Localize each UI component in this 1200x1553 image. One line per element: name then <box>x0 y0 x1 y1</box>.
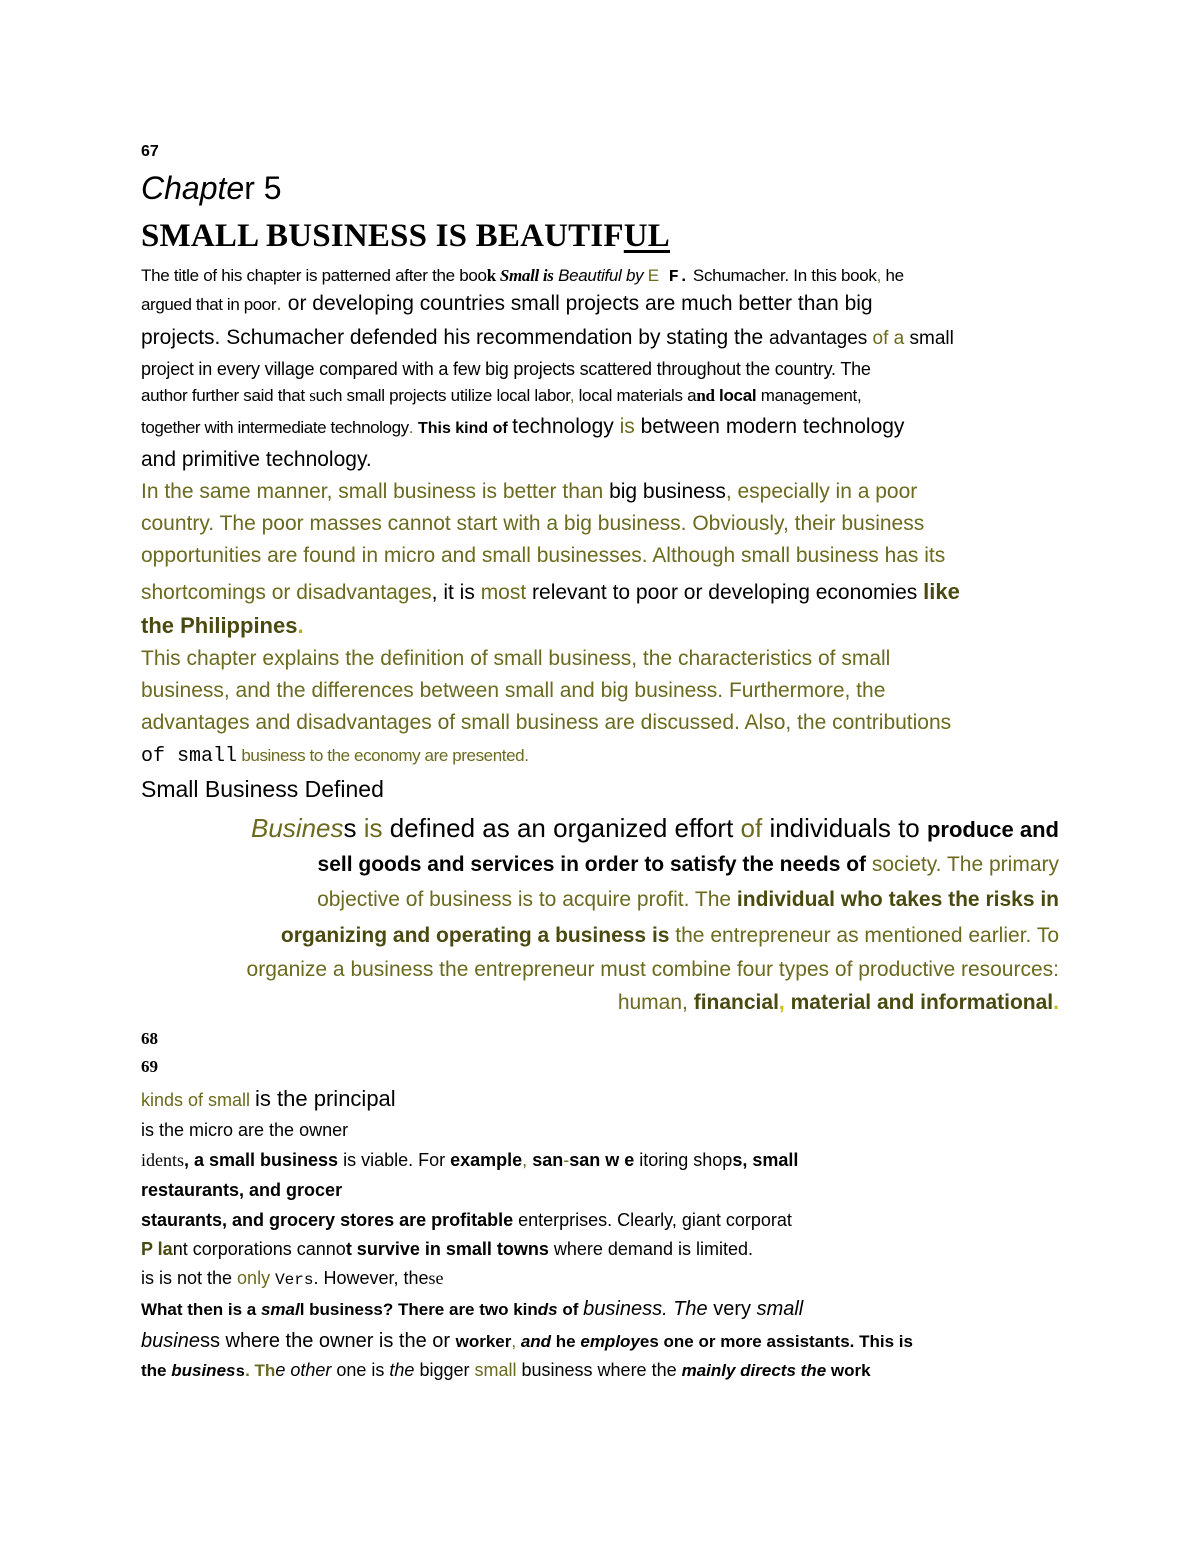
frag-line-10 <box>141 1360 871 1381</box>
text-run: one is <box>331 1360 390 1380</box>
def-line-3 <box>317 888 1059 912</box>
text-run: financial <box>693 991 779 1014</box>
p1-line-2 <box>141 292 873 316</box>
text-run: is <box>613 415 635 438</box>
text-run: is <box>363 813 383 843</box>
p2-line-3: opportunities are found in micro and small businesses. Although small business has its <box>141 544 946 567</box>
text-run: or developing countries small projects are much better than big <box>281 292 873 315</box>
text-run: san w e <box>569 1150 635 1170</box>
text-run: s <box>343 813 364 843</box>
text-run: big business <box>609 480 726 503</box>
text-run: . <box>276 292 282 315</box>
p1-line-1 <box>141 266 904 287</box>
text-run: , a small business <box>184 1150 339 1170</box>
text-run: , <box>522 1150 528 1170</box>
text-run: small <box>474 1360 517 1380</box>
text-run: he <box>881 266 904 285</box>
def-line-4 <box>281 924 1059 948</box>
text-run: restaurants <box>141 1180 240 1200</box>
text-run: the Philippines <box>141 613 298 638</box>
text-run: Beautiful by <box>553 266 648 285</box>
text-run: . <box>408 418 414 437</box>
text-run: Vers <box>275 1271 314 1289</box>
text-run: individual who takes the risks in <box>736 888 1059 911</box>
text-run: Schumacher. In this book <box>688 266 877 285</box>
text-run: busine <box>141 1330 200 1352</box>
text-run: E <box>647 266 659 285</box>
text-run: ? There are two kin <box>382 1300 538 1319</box>
text-run: management, <box>756 386 862 405</box>
text-run: he <box>551 1332 581 1351</box>
text-run: In the same manner, small business is better than <box>141 480 610 503</box>
text-run: argued that in poor <box>141 295 277 314</box>
text-run: local <box>714 386 757 405</box>
title-main: SMALL BUSINESS IS BEAUTIF <box>141 218 624 254</box>
text-run: busines <box>171 1361 236 1380</box>
text-run: as mentioned earlier. To <box>830 924 1059 947</box>
p1-line-7: and primitive technology. <box>141 448 372 471</box>
text-run: is viable. For <box>338 1150 451 1170</box>
text-run: the entrepreneur must combine four types of productive resources: <box>433 958 1059 981</box>
p3-line-2: business, and the differences between small and big business. Furthermore, the <box>141 679 886 702</box>
text-run: example <box>450 1150 523 1170</box>
text-run: , <box>569 386 575 405</box>
text-run: author further said that <box>141 386 310 405</box>
text-run: idents <box>141 1150 184 1170</box>
text-run: local materials a <box>574 386 697 405</box>
text-run: nt corporations canno <box>172 1239 346 1259</box>
text-run: . <box>297 613 304 638</box>
page-number: 69 <box>141 1057 158 1076</box>
page-number: 68 <box>141 1029 158 1048</box>
text-run: , and grocer <box>239 1180 343 1200</box>
text-run: society <box>871 853 936 876</box>
text-run: l business <box>299 1300 383 1319</box>
text-run: like <box>923 579 960 604</box>
text-run: between modern technology <box>634 415 905 438</box>
frag-line-6 <box>141 1239 753 1260</box>
text-run: very <box>707 1298 757 1320</box>
text-run: s, small <box>732 1150 799 1170</box>
text-run: only <box>232 1268 276 1288</box>
p3-line-1: This chapter explains the definition of small business, the characteristics of small <box>141 647 891 670</box>
text-run: staurants, and grocery stores are profitable <box>141 1210 514 1230</box>
text-run: the <box>669 924 711 947</box>
p1-line-5 <box>141 386 861 406</box>
text-run: material and informational <box>790 991 1054 1014</box>
text-run: . <box>1053 991 1059 1014</box>
text-run: se <box>428 1268 444 1288</box>
p2-line-2: country. The poor masses cannot start with a big business. Obviously, their business <box>141 512 925 535</box>
text-run: worker <box>455 1332 512 1351</box>
frag-line-4 <box>141 1180 342 1201</box>
text-run: of <box>557 1300 584 1319</box>
text-run: business to the economy are presented. <box>237 746 529 765</box>
text-run: kinds of small <box>141 1090 256 1110</box>
text-run: where the owner is the or <box>219 1330 456 1352</box>
text-run: , especially in a poor <box>725 480 918 503</box>
text-run: of <box>740 813 763 843</box>
p3-line-4 <box>141 745 529 768</box>
title-underlined: UL <box>623 218 671 254</box>
text-run: , it is <box>431 581 481 604</box>
text-run: bigger <box>414 1360 475 1380</box>
text-run: s <box>235 1363 246 1381</box>
text-run: This kind of <box>413 420 513 437</box>
p1-line-4: project in every village compared with a few big projects scattered throughout the country. The <box>141 359 871 379</box>
text-run: mainly directs the <box>681 1361 827 1380</box>
def-line-6 <box>618 991 1059 1015</box>
text-run: small <box>909 328 954 349</box>
text-run: . However, the <box>313 1268 429 1288</box>
frag-line-8 <box>141 1298 803 1321</box>
text-run: work <box>826 1361 871 1380</box>
text-run: es one or more assistants. This is <box>639 1332 913 1351</box>
chapter-label-b: r 5 <box>244 170 282 206</box>
text-run: together with intermediate technology <box>141 418 409 437</box>
frag-line-1 <box>141 1086 396 1112</box>
text-run: of small <box>141 745 238 768</box>
def-line-1 <box>251 813 1059 844</box>
text-run: enterprises. Clearly, giant corporat <box>513 1210 792 1230</box>
text-run: s <box>309 386 316 405</box>
text-run: shortcomings or disadvantages <box>141 581 432 604</box>
text-run: . The primary <box>935 853 1059 876</box>
frag-line-5 <box>141 1210 792 1231</box>
text-run: . Th <box>245 1361 276 1380</box>
text-run: san <box>527 1150 564 1170</box>
text-run: , <box>876 266 882 285</box>
text-run: - <box>563 1150 570 1170</box>
text-run: business where the <box>516 1360 682 1380</box>
text-run: smal <box>260 1300 300 1319</box>
frag-line-7 <box>141 1268 444 1289</box>
text-run: entrepreneur <box>710 924 831 947</box>
text-run: human, <box>617 991 694 1014</box>
chapter-title <box>141 218 670 255</box>
p2-line-4 <box>141 579 960 605</box>
text-run: individuals to <box>762 813 927 843</box>
def-line-2 <box>318 853 1059 877</box>
text-run: F. <box>658 268 689 287</box>
p1-line-3 <box>141 326 954 350</box>
p2-line-1 <box>141 480 917 504</box>
text-run: where demand is limited. <box>548 1239 753 1259</box>
text-run: small <box>756 1298 804 1320</box>
page-number: 67 <box>141 143 159 160</box>
frag-line-3 <box>141 1150 798 1171</box>
text-run: most <box>480 581 527 604</box>
frag-line-9 <box>141 1330 913 1353</box>
chapter-label <box>141 170 282 207</box>
text-run: organize a business <box>246 958 434 981</box>
text-run: business. The <box>583 1298 708 1320</box>
text-run: advantages <box>769 328 868 349</box>
text-run: ds <box>537 1300 558 1319</box>
text-run: nd <box>696 386 715 405</box>
chapter-label-a: Chapte <box>141 170 245 206</box>
text-run: itoring shop <box>634 1150 733 1170</box>
text-run: employ <box>580 1332 640 1351</box>
text-run: Busines <box>251 813 344 843</box>
section-heading: Small Business Defined <box>141 776 384 802</box>
text-run: objective of business is to acquire profit. The <box>317 888 737 911</box>
text-run: organizing and operating a business is <box>280 924 670 947</box>
text-run: is is not the <box>141 1268 233 1288</box>
text-run: , <box>511 1332 521 1351</box>
p3-line-3: advantages and disadvantages of small business are discussed. Also, the contributions <box>141 711 952 734</box>
def-line-5 <box>247 958 1059 982</box>
text-run: , <box>778 991 791 1014</box>
text-run: What then is a <box>141 1300 261 1319</box>
text-run: defined as an organized effort <box>382 813 741 843</box>
text-run: e other <box>275 1360 332 1380</box>
text-run: Small is <box>499 266 554 285</box>
text-run: the <box>141 1361 172 1380</box>
text-run: is the principal <box>255 1086 396 1111</box>
text-run: of a <box>867 328 910 349</box>
p2-line-5 <box>141 613 304 639</box>
text-run: relevant to poor or developing economies <box>526 581 924 604</box>
frag-line-2: is the micro are the owner <box>141 1120 349 1140</box>
p1-line-6 <box>141 415 904 439</box>
text-run: k <box>486 266 500 285</box>
text-run: uch small projects utilize local labor <box>315 386 570 405</box>
text-run: projects. Schumacher defended his recommendation by stating the <box>141 326 770 349</box>
text-run: and <box>520 1332 552 1351</box>
text-run: P la <box>141 1239 173 1259</box>
text-run: produce and <box>926 817 1059 842</box>
text-run: The title of his chapter is patterned after the boo <box>141 266 487 285</box>
text-run: ss <box>199 1330 220 1352</box>
text-run: the <box>389 1360 415 1380</box>
text-run: technology <box>512 415 614 438</box>
text-run: sell goods and services in order to satisfy the needs of <box>317 853 872 876</box>
text-run: t survive in small towns <box>345 1239 549 1259</box>
